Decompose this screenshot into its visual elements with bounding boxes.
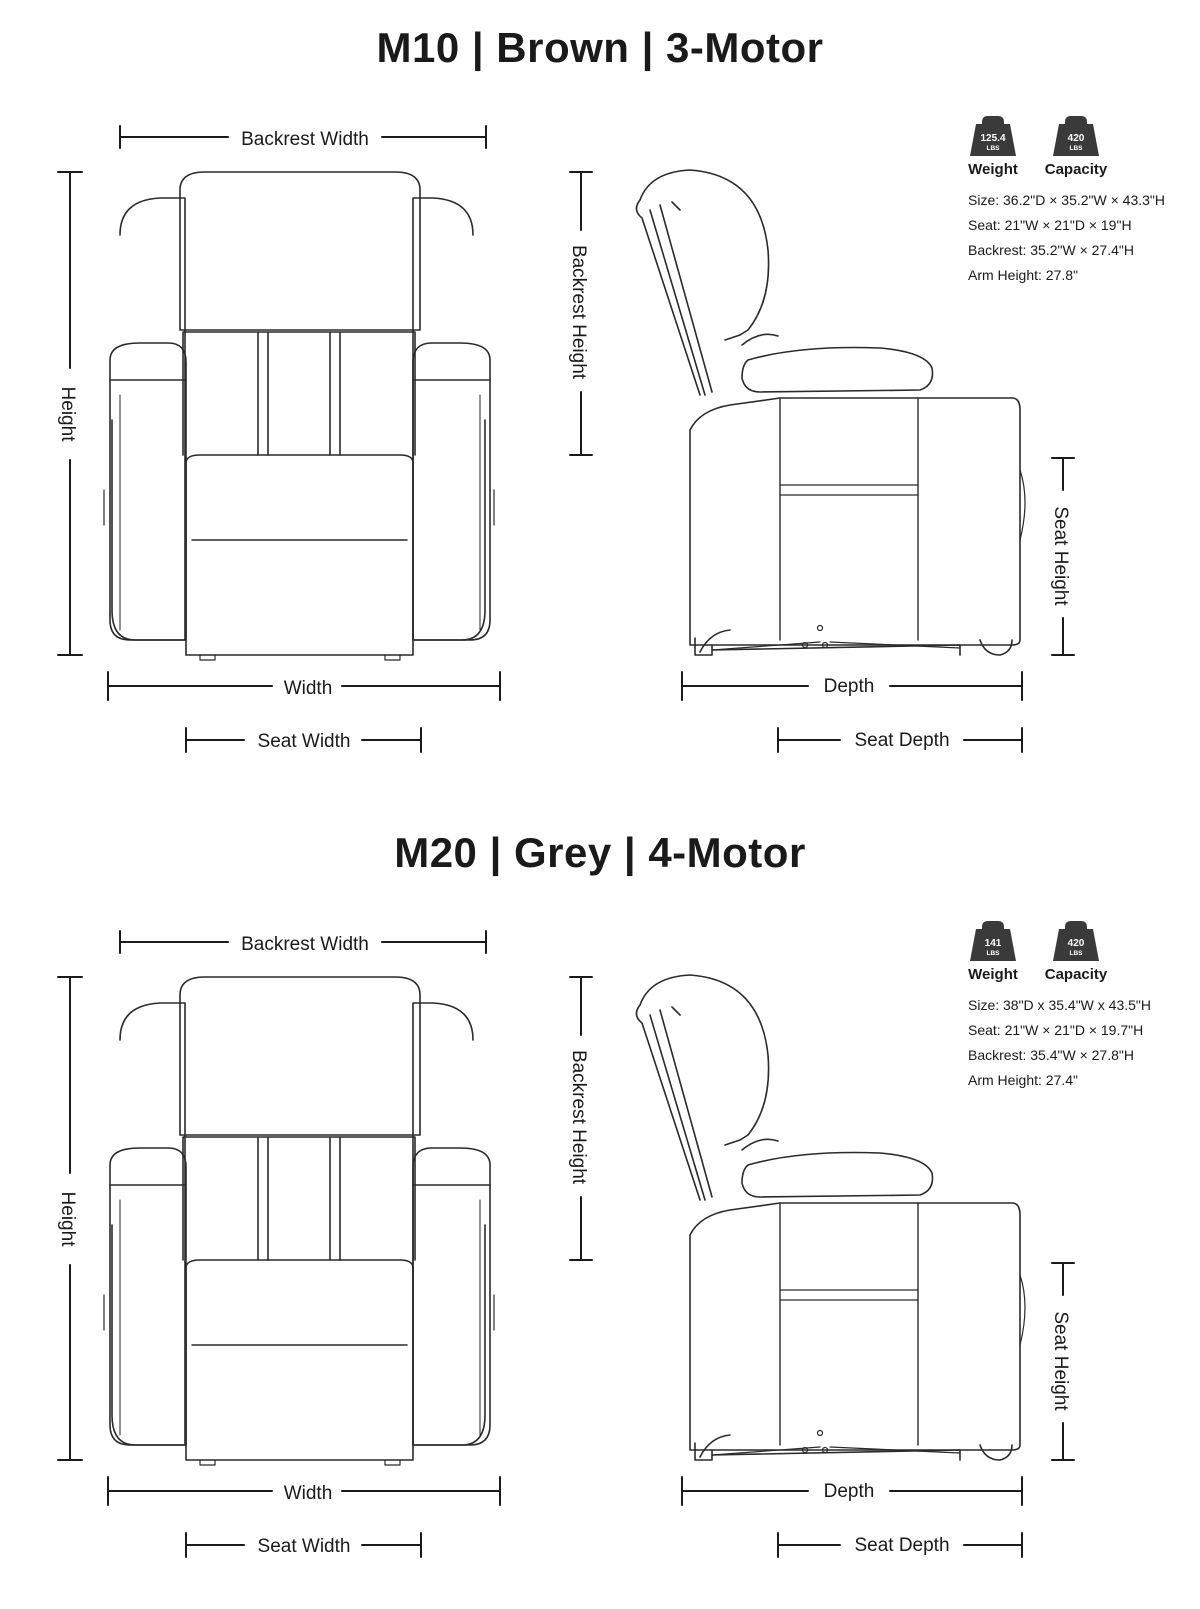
front-right-arm-back bbox=[413, 1003, 485, 1445]
front-back-panels bbox=[183, 1137, 415, 1260]
capacity-icon bbox=[1053, 116, 1099, 156]
spec-backrest: Backrest: 35.4"W × 27.8"H bbox=[968, 1047, 1134, 1063]
label-seat-width: Seat Width bbox=[257, 1536, 351, 1557]
label-width: Width bbox=[283, 1483, 333, 1504]
front-view-chair bbox=[104, 977, 494, 1465]
capacity-label: Capacity bbox=[1044, 966, 1108, 983]
side-view-chair bbox=[636, 170, 1025, 655]
label-height: Height bbox=[57, 1191, 78, 1247]
label-seat-height: Seat Height bbox=[1050, 1311, 1071, 1411]
side-backrest bbox=[640, 975, 769, 1145]
capacity-value: 420 bbox=[1067, 133, 1085, 144]
spec-arm-height: Arm Height: 27.8" bbox=[968, 267, 1079, 283]
capacity-icon bbox=[1053, 921, 1099, 961]
spec-size: Size: 38"D x 35.4"W x 43.5"H bbox=[968, 997, 1151, 1013]
front-left-armpad bbox=[110, 343, 186, 380]
label-depth: Depth bbox=[823, 1481, 875, 1502]
chair-spec-section-m20 bbox=[0, 805, 1200, 1609]
front-back-panels bbox=[183, 332, 415, 455]
weight-value: 125.4 bbox=[980, 133, 1006, 144]
label-backrest-height: Backrest Height bbox=[568, 1049, 589, 1185]
weight-value: 141 bbox=[984, 938, 1002, 949]
weight-unit: LBS bbox=[986, 950, 1000, 957]
front-backrest bbox=[180, 977, 420, 1135]
spec-seat: Seat: 21"W × 21"D × 19.7"H bbox=[968, 1022, 1144, 1038]
label-seat-width: Seat Width bbox=[257, 731, 351, 752]
weight-icon bbox=[970, 116, 1016, 156]
weight-label: Weight bbox=[968, 966, 1018, 983]
front-right-armpad bbox=[413, 1148, 490, 1185]
side-seat-cushion bbox=[742, 348, 933, 393]
capacity-unit: LBS bbox=[1069, 950, 1083, 957]
label-seat-depth: Seat Depth bbox=[854, 1535, 950, 1556]
label-height: Height bbox=[57, 386, 78, 442]
side-seat-cushion bbox=[742, 1153, 933, 1198]
label-backrest-width: Backrest Width bbox=[241, 934, 369, 955]
front-left-arm-side bbox=[110, 1185, 186, 1445]
capacity-unit: LBS bbox=[1069, 145, 1083, 152]
weight-unit: LBS bbox=[986, 145, 1000, 152]
label-seat-height: Seat Height bbox=[1050, 506, 1071, 606]
front-right-arm-side bbox=[413, 380, 490, 640]
weight-icon bbox=[970, 921, 1016, 961]
spec-size: Size: 36.2"D × 35.2"W × 43.3"H bbox=[968, 192, 1166, 208]
side-body bbox=[690, 1203, 1020, 1450]
front-left-arm-side bbox=[110, 380, 186, 640]
front-right-armpad bbox=[413, 343, 490, 380]
front-left-arm-back bbox=[112, 1003, 185, 1445]
front-backrest bbox=[180, 172, 420, 330]
capacity-label: Capacity bbox=[1044, 161, 1108, 178]
chair-dimension-drawing bbox=[0, 805, 1200, 1609]
side-body bbox=[690, 398, 1020, 645]
chair-spec-section-m10 bbox=[0, 0, 1200, 804]
section-title: M20 | Grey | 4-Motor bbox=[394, 829, 806, 876]
dimension-lines bbox=[58, 931, 1074, 1557]
front-right-arm-back bbox=[413, 198, 485, 640]
front-right-arm-side bbox=[413, 1185, 490, 1445]
front-left-arm-back bbox=[112, 198, 185, 640]
spec-list bbox=[968, 188, 1165, 288]
spec-arm-height: Arm Height: 27.4" bbox=[968, 1072, 1079, 1088]
spec-backrest: Backrest: 35.2"W × 27.4"H bbox=[968, 242, 1134, 258]
dimension-lines bbox=[58, 126, 1074, 752]
label-backrest-height: Backrest Height bbox=[568, 244, 589, 380]
section-title: M10 | Brown | 3-Motor bbox=[376, 24, 824, 71]
spec-list bbox=[968, 993, 1151, 1093]
spec-seat: Seat: 21"W × 21"D × 19"H bbox=[968, 217, 1132, 233]
label-backrest-width: Backrest Width bbox=[241, 129, 369, 150]
front-view-chair bbox=[104, 172, 494, 660]
side-backrest bbox=[640, 170, 769, 340]
chair-dimension-drawing bbox=[0, 0, 1200, 804]
weight-label: Weight bbox=[968, 161, 1018, 178]
front-seat bbox=[186, 1260, 413, 1460]
side-view-chair bbox=[636, 975, 1025, 1460]
front-seat bbox=[186, 455, 413, 655]
label-seat-depth: Seat Depth bbox=[854, 730, 950, 751]
capacity-value: 420 bbox=[1067, 938, 1085, 949]
label-depth: Depth bbox=[823, 676, 875, 697]
label-width: Width bbox=[283, 678, 333, 699]
front-left-armpad bbox=[110, 1148, 186, 1185]
